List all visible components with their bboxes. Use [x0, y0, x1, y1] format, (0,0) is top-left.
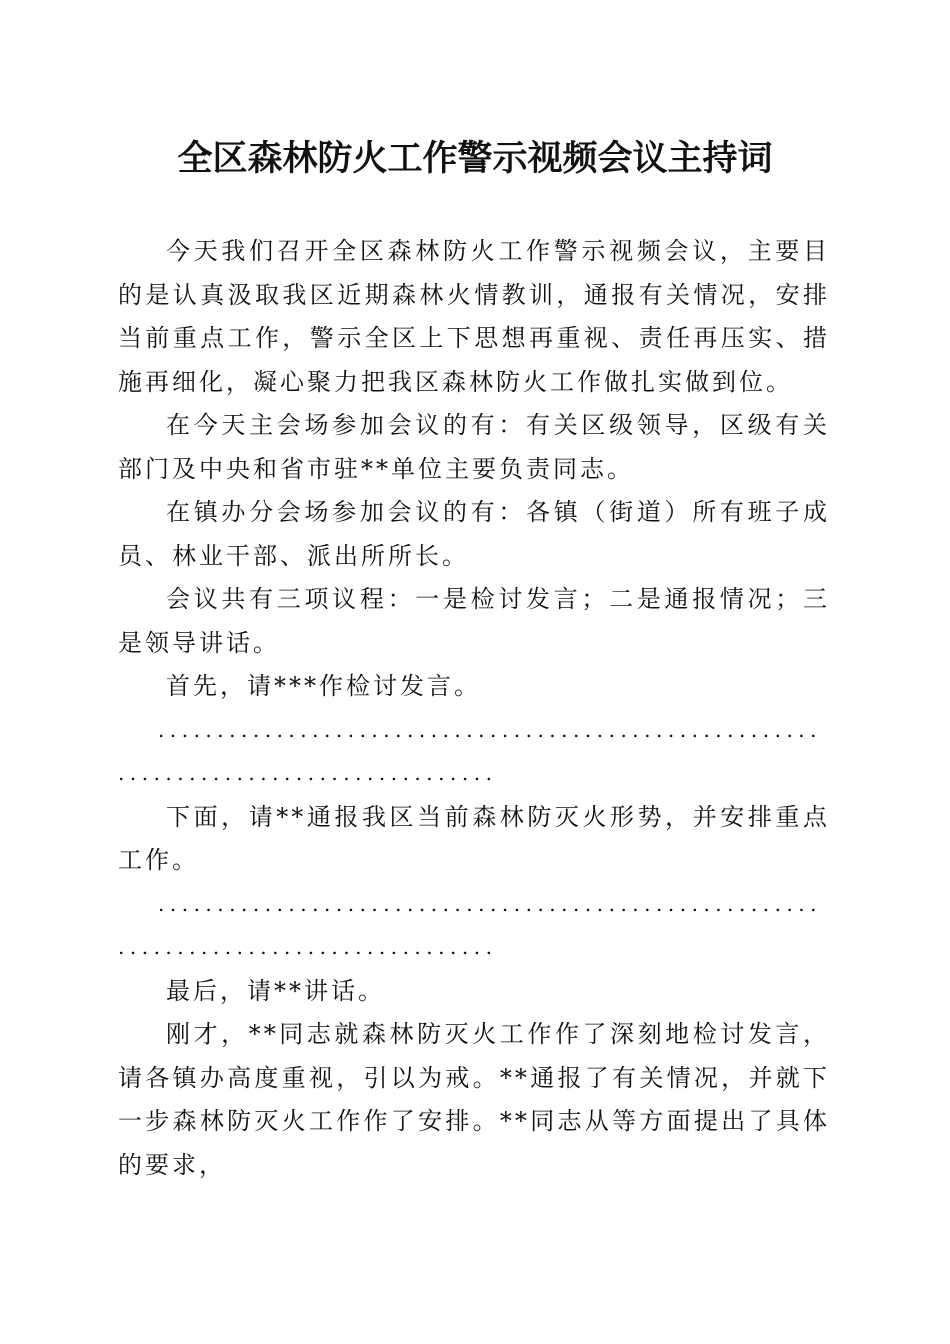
paragraph-purpose: 今天我们召开全区森林防火工作警示视频会议，主要目的是认真汲取我区近期森林火情教训，通报有关情况，安排当前重点工作，警示全区上下思想再重视、责任再压实、措施再细化，凝心聚力把我区森林防火工作做扎实做到位。 [118, 237, 830, 396]
paragraph-first: 首先，请***作检讨发言。 [166, 672, 481, 700]
paragraph-agenda: 会议共有三项议程：一是检讨发言；二是通报情况；三是领导讲话。 [118, 585, 830, 657]
paragraph-main-venue: 在今天主会场参加会议的有：有关区级领导，区级有关部门及中央和省市驻**单位主要负责同志。 [118, 411, 830, 483]
paragraph-branch-venue: 在镇办分会场参加会议的有：各镇（街道）所有班子成员、林业干部、派出所所长。 [118, 498, 830, 570]
paragraph-summary: 刚才，**同志就森林防灭火工作作了深刻地检讨发言，请各镇办高度重视，引以为戒。**通报了有关情况，并就下一步森林防灭火工作作了安排。**同志从等方面提出了具体的要求， [118, 1020, 830, 1179]
document-body [118, 230, 830, 1187]
paragraph-next: 下面，请**通报我区当前森林防灭火形势，并安排重点工作。 [118, 802, 830, 874]
ellipsis-line: ........................................................................................ [118, 717, 823, 785]
paragraph-last: 最后，请**讲话。 [166, 976, 385, 1005]
ellipsis-line: ........................................................................................ [118, 891, 823, 959]
document-title: 全区森林防火工作警示视频会议主持词 [177, 138, 773, 179]
